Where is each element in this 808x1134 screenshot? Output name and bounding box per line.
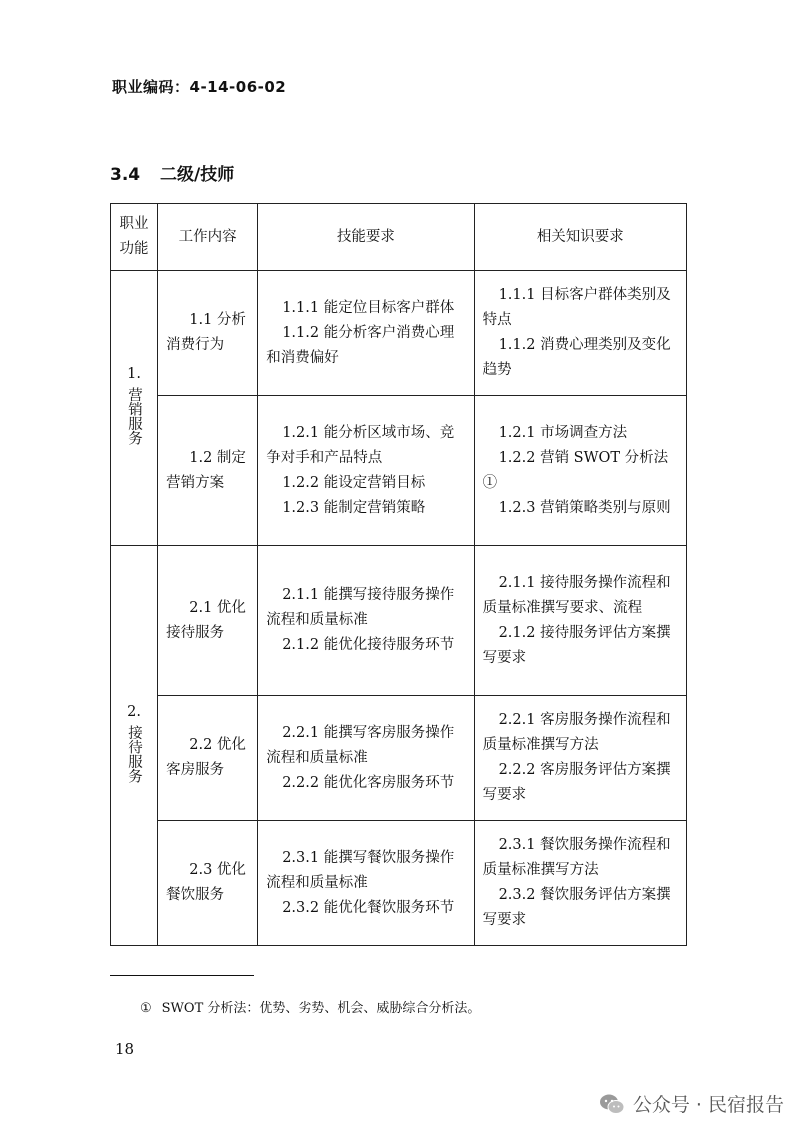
skill-item: 1.1.2 能分析客户消费心理和消费偏好	[266, 324, 455, 366]
knowledge-item: 2.3.2 餐饮服务评估方案撰写要求	[482, 887, 671, 928]
table-row	[111, 271, 687, 396]
knowledge-item: 2.2.1 客房服务操作流程和质量标准撰写方法	[482, 712, 671, 753]
table-row	[111, 396, 687, 546]
wechat-logo-icon	[599, 1093, 625, 1115]
skill-item: 1.1.1 能定位目标客户群体	[282, 299, 455, 316]
skills-cell	[258, 696, 474, 821]
header-function: 职业功能	[111, 204, 158, 271]
knowledge-cell	[474, 821, 686, 946]
knowledge-cell	[474, 396, 686, 546]
skill-item: 2.1.2 能优化接待服务环节	[282, 637, 455, 653]
skill-item: 1.2.3 能制定营销策略	[282, 499, 426, 516]
footnote-divider	[110, 975, 254, 976]
skill-item: 2.3.1 能撰写餐饮服务操作流程和质量标准	[266, 849, 455, 891]
knowledge-cell	[474, 546, 686, 696]
skills-cell	[258, 396, 474, 546]
watermark-text: 公众号 · 民宿报告	[632, 1094, 784, 1116]
content-cell: 1.2 制定 营销方案	[158, 396, 258, 546]
content-cell: 2.1 优化 接待服务	[158, 546, 258, 696]
knowledge-item: 1.1.2 消费心理类别及变化趋势	[482, 337, 671, 378]
skill-item: 1.2.2 能设定营销目标	[282, 474, 426, 491]
function-name: 营销服务	[126, 387, 143, 445]
skills-cell	[258, 821, 474, 946]
table-header-row	[111, 204, 687, 271]
knowledge-item: 2.2.2 客房服务评估方案撰写要求	[482, 762, 671, 803]
table-row	[111, 546, 687, 696]
content-cell: 2.3 优化 餐饮服务	[158, 821, 258, 946]
content-cell: 1.1 分析 消费行为	[158, 271, 258, 396]
knowledge-cell	[474, 696, 686, 821]
skills-cell	[258, 271, 474, 396]
knowledge-item: 2.3.1 餐饮服务操作流程和质量标准撰写方法	[482, 837, 671, 878]
table-row	[111, 821, 687, 946]
watermark	[599, 1090, 784, 1117]
knowledge-item: 1.1.1 目标客户群体类别及特点	[482, 287, 671, 328]
function-name: 接待服务	[126, 724, 143, 783]
page-number: 18	[115, 1040, 135, 1058]
knowledge-item: 2.1.1 接待服务操作流程和质量标准撰写要求、流程	[482, 574, 671, 616]
skill-item: 1.2.1 能分析区域市场、竞争对手和产品特点	[266, 424, 455, 466]
footnote-text: SWOT 分析法：优势、劣势、机会、威胁综合分析法。	[161, 1001, 481, 1016]
function-cell: 1. 营销服务	[111, 271, 158, 546]
knowledge-cell	[474, 271, 686, 396]
skills-cell	[258, 546, 474, 696]
skill-standard-table	[110, 203, 687, 946]
skill-item: 2.2.2 能优化客房服务环节	[282, 774, 455, 791]
table-row	[111, 696, 687, 821]
section-title: 3.4 二级/技师	[110, 165, 235, 185]
footnote	[140, 997, 480, 1016]
knowledge-item: 1.2.2 营销 SWOT 分析法①	[482, 449, 669, 491]
knowledge-item: 2.1.2 接待服务评估方案撰写要求	[482, 624, 671, 666]
knowledge-item: 1.2.1 市场调查方法	[498, 424, 628, 441]
occupation-code: 职业编码：4-14-06-02	[112, 78, 287, 96]
knowledge-item: 1.2.3 营销策略类别与原则	[498, 499, 671, 516]
skill-item: 2.3.2 能优化餐饮服务环节	[282, 899, 455, 916]
function-cell: 2. 接待服务	[111, 546, 158, 946]
skill-item: 2.2.1 能撰写客房服务操作流程和质量标准	[266, 724, 455, 766]
header-skills: 技能要求	[258, 204, 474, 271]
footnote-mark: ①	[140, 1001, 152, 1016]
header-knowledge: 相关知识要求	[474, 204, 686, 271]
skill-item: 2.1.1 能撰写接待服务操作流程和质量标准	[266, 587, 455, 628]
content-cell: 2.2 优化 客房服务	[158, 696, 258, 821]
header-content: 工作内容	[158, 204, 258, 271]
